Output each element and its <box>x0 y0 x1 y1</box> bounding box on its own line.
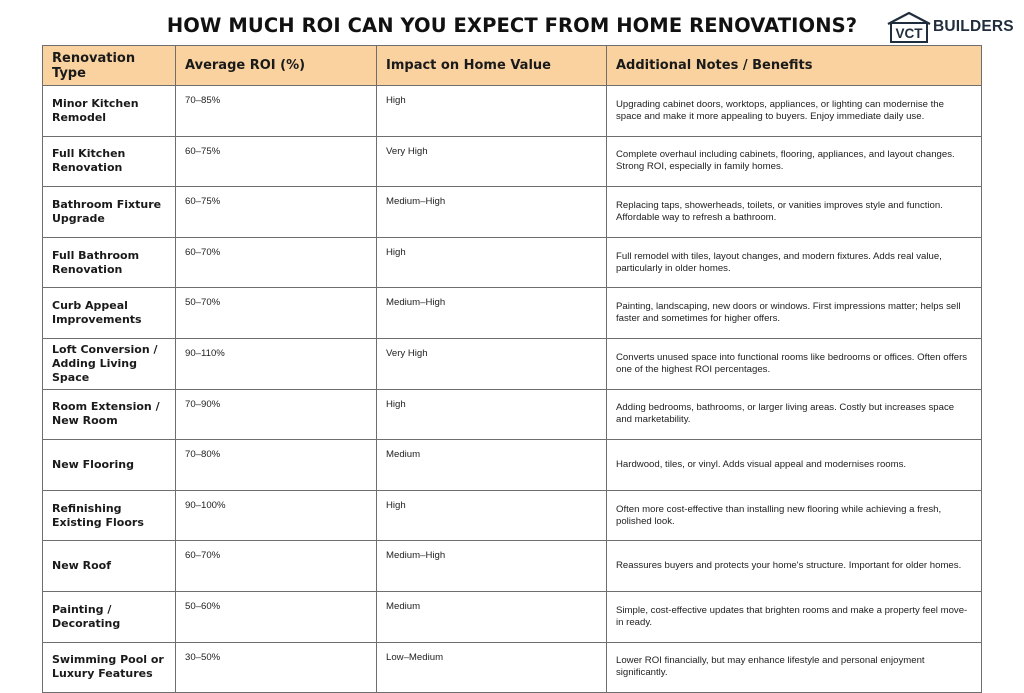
impact-cell: Medium–High <box>377 541 607 592</box>
notes-cell: Hardwood, tiles, or vinyl. Adds visual appeal and modernises rooms. <box>607 440 982 491</box>
impact-cell: Medium–High <box>377 288 607 339</box>
impact-cell: Very High <box>377 136 607 187</box>
impact-cell: Medium <box>377 440 607 491</box>
roi-cell: 60–70% <box>176 237 377 288</box>
roi-cell: 60–75% <box>176 187 377 238</box>
table-header-row <box>43 46 982 86</box>
renovation-type-cell: Loft Conversion / Adding Living Space <box>43 338 176 389</box>
impact-cell: High <box>377 490 607 541</box>
renovation-type-cell: Painting / Decorating <box>43 591 176 642</box>
table-row <box>43 187 982 238</box>
table-row <box>43 288 982 339</box>
header-notes: Additional Notes / Benefits <box>607 46 982 86</box>
notes-cell: Converts unused space into functional rooms like bedrooms or offices. Often offers one of the highest ROI percentages. <box>607 338 982 389</box>
renovation-type-cell: Full Kitchen Renovation <box>43 136 176 187</box>
roi-cell: 60–70% <box>176 541 377 592</box>
company-logo <box>886 10 1014 44</box>
notes-cell: Adding bedrooms, bathrooms, or larger living areas. Costly but increases space and marketability. <box>607 389 982 440</box>
notes-cell: Painting, landscaping, new doors or windows. First impressions matter; helps sell faster and sometimes for higher offers. <box>607 288 982 339</box>
renovation-type-cell: Bathroom Fixture Upgrade <box>43 187 176 238</box>
notes-cell: Upgrading cabinet doors, worktops, appliances, or lighting can modernise the space and make it more appealing to buyers. Enjoy immediate daily use. <box>607 86 982 137</box>
renovation-type-cell: Curb Appeal Improvements <box>43 288 176 339</box>
renovation-type-cell: Swimming Pool or Luxury Features <box>43 642 176 693</box>
roi-cell: 70–90% <box>176 389 377 440</box>
logo-mark-text: VCT <box>895 26 923 41</box>
roi-cell: 70–85% <box>176 86 377 137</box>
renovation-type-cell: Room Extension / New Room <box>43 389 176 440</box>
roi-cell: 30–50% <box>176 642 377 693</box>
roi-cell: 70–80% <box>176 440 377 491</box>
notes-cell: Replacing taps, showerheads, toilets, or vanities improves style and function. Affordable way to refresh a bathroom. <box>607 187 982 238</box>
renovation-type-cell: New Flooring <box>43 440 176 491</box>
impact-cell: Low–Medium <box>377 642 607 693</box>
impact-cell: High <box>377 389 607 440</box>
impact-cell: High <box>377 237 607 288</box>
renovation-type-cell: Full Bathroom Renovation <box>43 237 176 288</box>
table-row <box>43 136 982 187</box>
table-row <box>43 490 982 541</box>
roi-cell: 60–75% <box>176 136 377 187</box>
roi-cell: 90–100% <box>176 490 377 541</box>
notes-cell: Often more cost-effective than installing new flooring while achieving a fresh, polished look. <box>607 490 982 541</box>
roi-table <box>42 45 982 693</box>
impact-cell: Medium–High <box>377 187 607 238</box>
renovation-type-cell: Minor Kitchen Remodel <box>43 86 176 137</box>
notes-cell: Full remodel with tiles, layout changes, and modern fixtures. Adds real value, particularly in older homes. <box>607 237 982 288</box>
table-row <box>43 440 982 491</box>
page-title: HOW MUCH ROI CAN YOU EXPECT FROM HOME RENOVATIONS? <box>166 14 858 37</box>
notes-cell: Simple, cost-effective updates that brighten rooms and make a property feel move-in ready. <box>607 591 982 642</box>
notes-cell: Lower ROI financially, but may enhance lifestyle and personal enjoyment significantly. <box>607 642 982 693</box>
roi-cell: 50–70% <box>176 288 377 339</box>
renovation-type-cell: Refinishing Existing Floors <box>43 490 176 541</box>
notes-cell: Complete overhaul including cabinets, flooring, appliances, and layout changes. Strong ROI, especially in family homes. <box>607 136 982 187</box>
roi-cell: 50–60% <box>176 591 377 642</box>
header-average-roi: Average ROI (%) <box>176 46 377 86</box>
roi-cell: 90–110% <box>176 338 377 389</box>
table-row <box>43 237 982 288</box>
table-row <box>43 541 982 592</box>
impact-cell: Very High <box>377 338 607 389</box>
impact-cell: Medium <box>377 591 607 642</box>
impact-cell: High <box>377 86 607 137</box>
header-impact: Impact on Home Value <box>377 46 607 86</box>
renovation-type-cell: New Roof <box>43 541 176 592</box>
table-row <box>43 338 982 389</box>
notes-cell: Reassures buyers and protects your home's structure. Important for older homes. <box>607 541 982 592</box>
table-row <box>43 86 982 137</box>
house-logo-icon <box>886 11 932 43</box>
logo-wordmark: BUILDERS <box>933 18 1014 35</box>
header-renovation-type: Renovation Type <box>43 46 176 86</box>
table-row <box>43 591 982 642</box>
table-row <box>43 642 982 693</box>
table-row <box>43 389 982 440</box>
